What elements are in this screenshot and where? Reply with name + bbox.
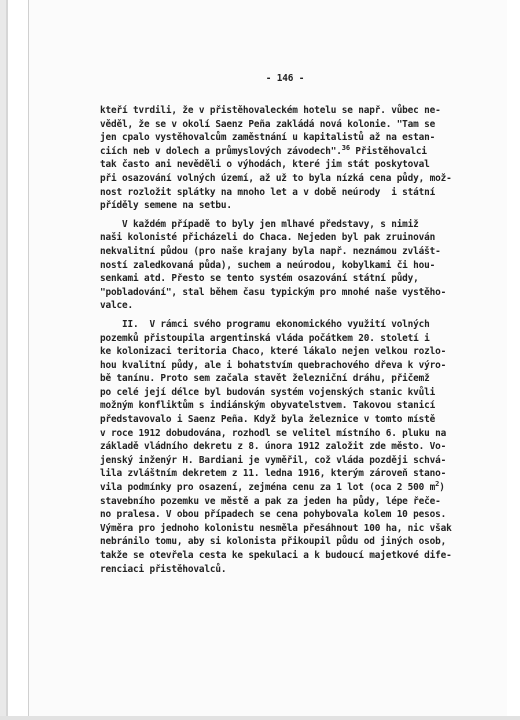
text-line: naši kolonisté přicházeli do Chaca. Nejeden byl pak zruinován [100,232,436,244]
text-line: tak často ani nevěděli o výhodách, které jim stát poskytoval [100,159,430,171]
text-line: po celé její délce byl budován systém vojenských stanic kvůli [100,386,436,398]
text-line: v roce 1912 dobudována, rozhodl se velitel místního 6. pluku na [100,427,447,439]
text-line: představovalo i Saenz Peña. Když byla železnice v tomto místě [100,414,436,426]
text-line: lila zvláštním dekretem z 11. ledna 1916, kterým zároveň stano- [100,468,447,480]
text-line: senkami atd. Přesto se tento systém osazování státní půdy, [100,273,419,285]
text-line: nebránilo tomu, aby si kolonista přikoupil půdu od jiných osob, [100,536,447,548]
text-line-part: vila podmínky pro osazení, zejména cenu za 1 lot (oca 2 500 m [100,482,436,494]
text-line-part: ) [439,482,445,494]
scan-bottom-edge [0,716,520,720]
text-line: no pralesa. V obou případech se cena pohybovala kolem 10 pesos. [100,509,447,521]
text-line: bě tanínu. Proto sem začala stavět železniční dráhu, přičemž [100,373,430,385]
text-line: pozemků přistoupila argentinská vláda počátkem 20. století i [100,332,430,344]
text-line: nost rozložit splátky na mnoho let a v době neúrody i státní [100,186,436,198]
text-line: "pobladování", stal během času typickým pro mnohé naše vystěho- [100,286,447,298]
text-line: renciaci přistěhovalců. [100,563,227,575]
text-line: příděly semene na setbu. [100,200,232,212]
footnote-marker: 36 [341,143,350,152]
text-line [100,145,470,159]
text-line-part: ciích neb v dolech a průmyslových závodech". [100,145,342,157]
text-line: valce. [100,300,133,312]
text-line: kteří tvrdili, že v přistěhovaleckém hotelu se např. vůbec ne- [100,105,441,116]
text-line: jen cpalo vystěhovalcům zaměstnání u kapitalistů až na estan- [100,132,436,144]
text-line [100,481,470,495]
text-line: V každém případě to byly jen mlhavé představy, s nimiž [100,218,419,230]
text-line: ností zaledkovaná půda), suchem a neúrodou, kobylkami či hou- [100,259,436,271]
text-line: při osazování volných území, až už to byla nízká cena půdy, mož- [100,172,452,184]
text-line: základě vládního dekretu z 8. února 1912 založit zde město. Vo- [100,441,447,453]
text-line: II. V rámci svého programu ekonomického využití volných [100,318,430,330]
text-line: ke kolonizaci teritoria Chaco, které lákalo nejen velkou rozlo- [100,346,447,358]
text-line: nekvalitní půdou (pro naše krajany byla např. neznámou zvlášt- [100,245,441,257]
page-number: - 146 - [265,73,305,84]
text-line: hou kvalitní půdy, ale i bohatstvím quebrachového dřeva k výro- [100,359,447,371]
superscript: 2 [435,479,440,488]
paragraph-3 [100,318,470,576]
paragraph-1 [100,104,470,213]
text-line: stavebního pozemku ve městě a pak za jeden ha půdy, lépe řeče- [100,495,441,507]
text-line: jenský inženýr H. Bardiani je vyměřil, což vláda později schvá- [100,454,447,466]
scan-edge-shadow [6,0,8,720]
text-line-part: Přistěhovalci [349,145,427,157]
text-line: věděl, že se v okolí Saenz Peña zakládá nová kolonie. "Tam se [100,118,436,130]
paragraph-2 [100,218,470,313]
text-line: takže se otevřela cesta ke spekulaci a k budoucí majetkové dife- [100,550,452,561]
page-text [100,72,470,576]
text-line: možným konfliktům s indiánským obyvatelstvem. Takovou stanicí [100,400,436,412]
text-line: Výměra pro jednoho kolonistu nesměla přesáhnout 100 ha, nic však [100,522,452,534]
